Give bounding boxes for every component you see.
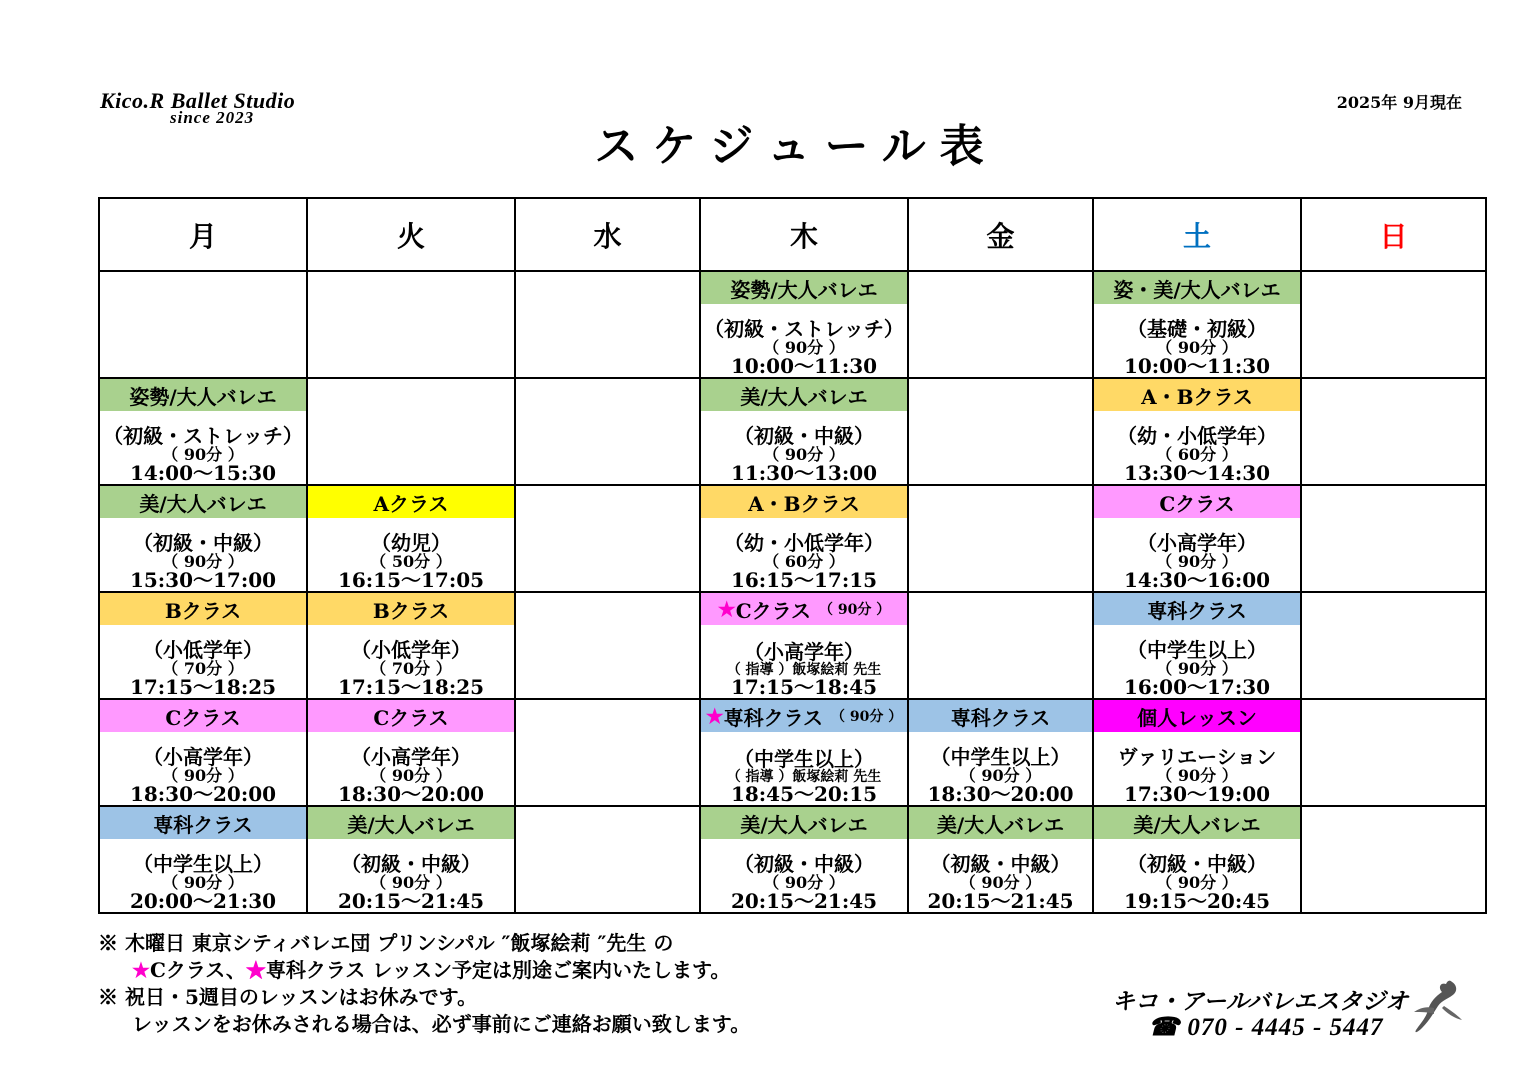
class-duration: （ 50分 ） [370, 552, 452, 571]
class-time: 20:15～21:45 [927, 889, 1074, 913]
class-duration: （ 90分 ） [763, 873, 845, 892]
class-time: 16:15～17:15 [730, 568, 878, 592]
star-icon: ★ [705, 704, 724, 728]
class-details [1094, 625, 1300, 698]
schedule-cell [1302, 593, 1487, 700]
class-level: （小低学年） [143, 638, 263, 662]
class-level: （中学生以上） [930, 745, 1071, 769]
note-line-2a: Cクラス、 [149, 958, 246, 982]
class-details [308, 839, 514, 912]
schedule-cell [701, 593, 909, 700]
class-details [308, 625, 514, 698]
class-name-text: Cクラス [373, 705, 449, 730]
class-duration: （ 90分 ） [370, 873, 452, 892]
class-duration: （ 90分 ） [763, 445, 845, 464]
class-name [909, 807, 1092, 839]
class-name-text: Bクラス [164, 598, 242, 623]
class-level: （中学生以上） [734, 747, 874, 771]
class-duration-inline: （ 90分 ） [819, 602, 891, 618]
class-duration: （ 90分 ） [763, 338, 845, 357]
class-name [1094, 379, 1300, 411]
class-time: 11:30～13:00 [730, 461, 878, 485]
schedule-cell [100, 486, 308, 593]
class-time: 20:15～21:45 [337, 889, 485, 913]
schedule-cell [701, 379, 909, 486]
class-teacher: （ 指導 ）飯塚絵莉 先生 [726, 769, 882, 785]
class-duration: （ 60分 ） [763, 552, 845, 571]
class-time: 17:15～18:25 [337, 675, 485, 699]
class-name [308, 593, 514, 625]
class-details [701, 518, 907, 591]
schedule-cell [909, 593, 1094, 700]
class-time: 17:30～19:00 [1123, 782, 1271, 806]
schedule-table [98, 197, 1487, 914]
class-name [308, 807, 514, 839]
class-level: （初級・ストレッチ） [103, 424, 303, 448]
class-time: 18:45～20:15 [730, 782, 878, 806]
class-name [100, 593, 306, 625]
class-name-text: Cクラス [165, 705, 241, 730]
class-name [308, 700, 514, 732]
class-time: 16:00～17:30 [1123, 675, 1271, 699]
class-time: 15:30～17:00 [129, 568, 277, 592]
star-icon: ★ [245, 958, 266, 982]
footer-phone: ☎ 070 - 4445 - 5447 [1148, 1014, 1384, 1041]
class-duration-inline: （ 90分 ） [831, 709, 903, 725]
day-header-thu: 木 [701, 199, 909, 272]
class-level: （小高学年） [1137, 531, 1257, 555]
day-header-sat: 土 [1094, 199, 1302, 272]
class-name-text: 美/大人バレエ [740, 384, 868, 409]
class-name-text: 姿勢/大人バレエ [129, 384, 277, 409]
schedule-cell [516, 593, 701, 700]
class-level: （幼児） [371, 531, 451, 555]
class-name [701, 272, 907, 304]
as-of-date: 2025年 9月現在 [1336, 93, 1462, 112]
class-level: （幼・小低学年） [724, 531, 884, 555]
schedule-cell [1302, 486, 1487, 593]
class-name-text: Bクラス [372, 598, 450, 623]
class-name [1094, 486, 1300, 518]
class-time: 20:00～21:30 [129, 889, 277, 913]
class-time: 13:30～14:30 [1123, 461, 1271, 485]
class-details [100, 839, 306, 912]
note-line-1: ※ 木曜日 東京シティバレエ団 プリンシパル ″飯塚絵莉 ″先生 の [98, 931, 674, 955]
class-details [308, 518, 514, 591]
class-level: （小低学年） [351, 638, 471, 662]
class-time: 17:15～18:25 [129, 675, 277, 699]
class-name-text: 専科クラス [723, 705, 824, 730]
class-details [701, 839, 907, 912]
class-level: （初級・中級） [734, 852, 874, 876]
schedule-cell [308, 807, 516, 914]
class-name-text: A・Bクラス [1141, 384, 1253, 409]
schedule-cell [516, 379, 701, 486]
day-header-fri: 金 [909, 199, 1094, 272]
day-header-mon: 月 [100, 199, 308, 272]
class-name-text: Cクラス [1159, 491, 1235, 516]
schedule-cell [1094, 807, 1302, 914]
schedule-cell [516, 272, 701, 379]
class-time: 20:15～21:45 [730, 889, 878, 913]
class-level: （中学生以上） [1127, 638, 1267, 662]
class-duration: （ 90分 ） [959, 766, 1042, 785]
note-line-2b: 専科クラス レッスン予定は別途ご案内いたします。 [265, 958, 731, 982]
class-duration: （ 90分 ） [370, 766, 452, 785]
schedule-cell [100, 807, 308, 914]
class-name-text: 専科クラス [1147, 598, 1247, 623]
schedule-cell [1094, 593, 1302, 700]
class-name [1094, 272, 1300, 304]
class-duration: （ 90分 ） [162, 445, 244, 464]
class-details [701, 732, 907, 805]
class-name [1094, 700, 1300, 732]
page-title: スケジュール表 [594, 121, 998, 172]
class-duration: （ 90分 ） [1156, 338, 1238, 357]
class-duration: （ 90分 ） [1156, 873, 1238, 892]
class-time: 14:00～15:30 [129, 461, 277, 485]
class-duration: （ 90分 ） [162, 552, 244, 571]
day-header-wed: 水 [516, 199, 701, 272]
brand-name: Kico.R Ballet Studio [100, 88, 296, 113]
schedule-cell [308, 593, 516, 700]
class-name-text: 姿勢/大人バレエ [730, 277, 878, 302]
class-name [100, 486, 306, 518]
day-header-sun: 日 [1302, 199, 1487, 272]
schedule-cell [308, 272, 516, 379]
class-time: 10:00～11:30 [1123, 354, 1271, 378]
schedule-cell [308, 379, 516, 486]
class-details [1094, 304, 1300, 377]
schedule-cell [909, 807, 1094, 914]
schedule-cell [701, 700, 909, 807]
schedule-cell [909, 486, 1094, 593]
class-details [909, 839, 1092, 912]
class-name [909, 700, 1092, 732]
schedule-cell [1302, 379, 1487, 486]
schedule-cell [909, 272, 1094, 379]
class-details [1094, 518, 1300, 591]
class-level: （初級・中級） [133, 531, 273, 555]
class-level: （初級・中級） [930, 852, 1071, 876]
schedule-cell [909, 700, 1094, 807]
class-details [701, 625, 907, 698]
schedule-cell [909, 379, 1094, 486]
class-duration: （ 60分 ） [1156, 445, 1238, 464]
class-name [100, 700, 306, 732]
class-level: （初級・中級） [341, 852, 481, 876]
class-teacher: （ 指導 ）飯塚絵莉 先生 [726, 662, 882, 678]
schedule-cell [516, 486, 701, 593]
class-details [100, 518, 306, 591]
class-duration: （ 90分 ） [1156, 766, 1238, 785]
class-duration: （ 70分 ） [370, 659, 452, 678]
class-name [100, 379, 306, 411]
class-level: （初級・中級） [734, 424, 874, 448]
class-name [1094, 807, 1300, 839]
class-name [701, 593, 907, 625]
class-time: 16:15～17:05 [337, 568, 485, 592]
class-level: （初級・ストレッチ） [704, 317, 904, 341]
schedule-cell [308, 486, 516, 593]
class-time: 10:00～11:30 [730, 354, 878, 378]
class-level: （初級・中級） [1127, 852, 1267, 876]
class-duration: （ 90分 ） [162, 873, 244, 892]
schedule-cell [1302, 272, 1487, 379]
schedule-cell [1094, 379, 1302, 486]
star-icon: ★ [717, 597, 736, 621]
class-name-text: 個人レッスン [1137, 705, 1257, 730]
class-details [1094, 732, 1300, 805]
footer-studio-name: キコ・アールバレエスタジオ [1112, 989, 1409, 1014]
class-duration: （ 90分 ） [1156, 552, 1238, 571]
class-name-text: 専科クラス [950, 705, 1051, 730]
class-time: 18:30～20:00 [337, 782, 485, 806]
notes [98, 930, 750, 1038]
class-details [1094, 839, 1300, 912]
class-name-text: 美/大人バレエ [139, 491, 267, 516]
class-name [701, 486, 907, 518]
class-name-text: 美/大人バレエ [347, 812, 475, 837]
schedule-cell [516, 807, 701, 914]
class-duration: （ 90分 ） [162, 766, 244, 785]
class-name [100, 807, 306, 839]
class-time: 18:30～20:00 [927, 782, 1074, 806]
class-time: 19:15～20:45 [1123, 889, 1271, 913]
schedule-cell [100, 700, 308, 807]
class-details [308, 732, 514, 805]
class-details [909, 732, 1092, 805]
class-name [701, 700, 907, 732]
class-details [1094, 411, 1300, 484]
schedule-cell [701, 272, 909, 379]
class-details [100, 625, 306, 698]
class-level: （小高学年） [744, 640, 864, 664]
class-level: （中学生以上） [133, 852, 273, 876]
schedule-cell [1094, 272, 1302, 379]
class-name-text: Aクラス [373, 491, 449, 516]
class-name-text: Cクラス [735, 598, 812, 623]
class-name-text: 専科クラス [153, 812, 253, 837]
class-details [701, 304, 907, 377]
ballerina-silhouette-icon [1412, 978, 1464, 1038]
class-name-text: A・Bクラス [748, 491, 860, 516]
star-icon: ★ [132, 958, 150, 982]
schedule-cell [100, 593, 308, 700]
class-name [701, 807, 907, 839]
class-name-text: 美/大人バレエ [936, 812, 1065, 837]
class-name [1094, 593, 1300, 625]
schedule-cell [308, 700, 516, 807]
schedule-cell [1302, 807, 1487, 914]
class-duration: （ 70分 ） [162, 659, 244, 678]
schedule-cell [701, 486, 909, 593]
schedule-cell [701, 807, 909, 914]
class-level: （基礎・初級） [1127, 317, 1267, 341]
class-time: 18:30～20:00 [129, 782, 277, 806]
schedule-cell [100, 379, 308, 486]
class-level: ヴァリエーション [1117, 745, 1277, 769]
class-details [701, 411, 907, 484]
class-duration: （ 90分 ） [1156, 659, 1238, 678]
day-header-tue: 火 [308, 199, 516, 272]
schedule-cell [516, 700, 701, 807]
note-line-2 [98, 957, 750, 984]
brand-since: since 2023 [170, 108, 255, 127]
class-time: 14:30～16:00 [1123, 568, 1271, 592]
schedule-cell [1094, 486, 1302, 593]
schedule-cell [1302, 700, 1487, 807]
class-duration: （ 90分 ） [959, 873, 1042, 892]
class-name-text: 美/大人バレエ [1133, 812, 1261, 837]
schedule-cell [1094, 700, 1302, 807]
note-line-3: ※ 祝日・5週目のレッスンはお休みです。 [98, 985, 478, 1009]
class-level: （小高学年） [143, 745, 263, 769]
class-level: （幼・小低学年） [1117, 424, 1277, 448]
note-line-4: レッスンをお休みされる場合は、必ず事前にご連絡お願い致します。 [132, 1012, 751, 1036]
class-name-text: 姿・美/大人バレエ [1113, 277, 1281, 302]
class-level: （小高学年） [351, 745, 471, 769]
class-details [100, 411, 306, 484]
class-time: 17:15～18:45 [730, 675, 878, 699]
class-name [701, 379, 907, 411]
class-name-text: 美/大人バレエ [740, 812, 868, 837]
class-name [308, 486, 514, 518]
class-details [100, 732, 306, 805]
schedule-cell [100, 272, 308, 379]
